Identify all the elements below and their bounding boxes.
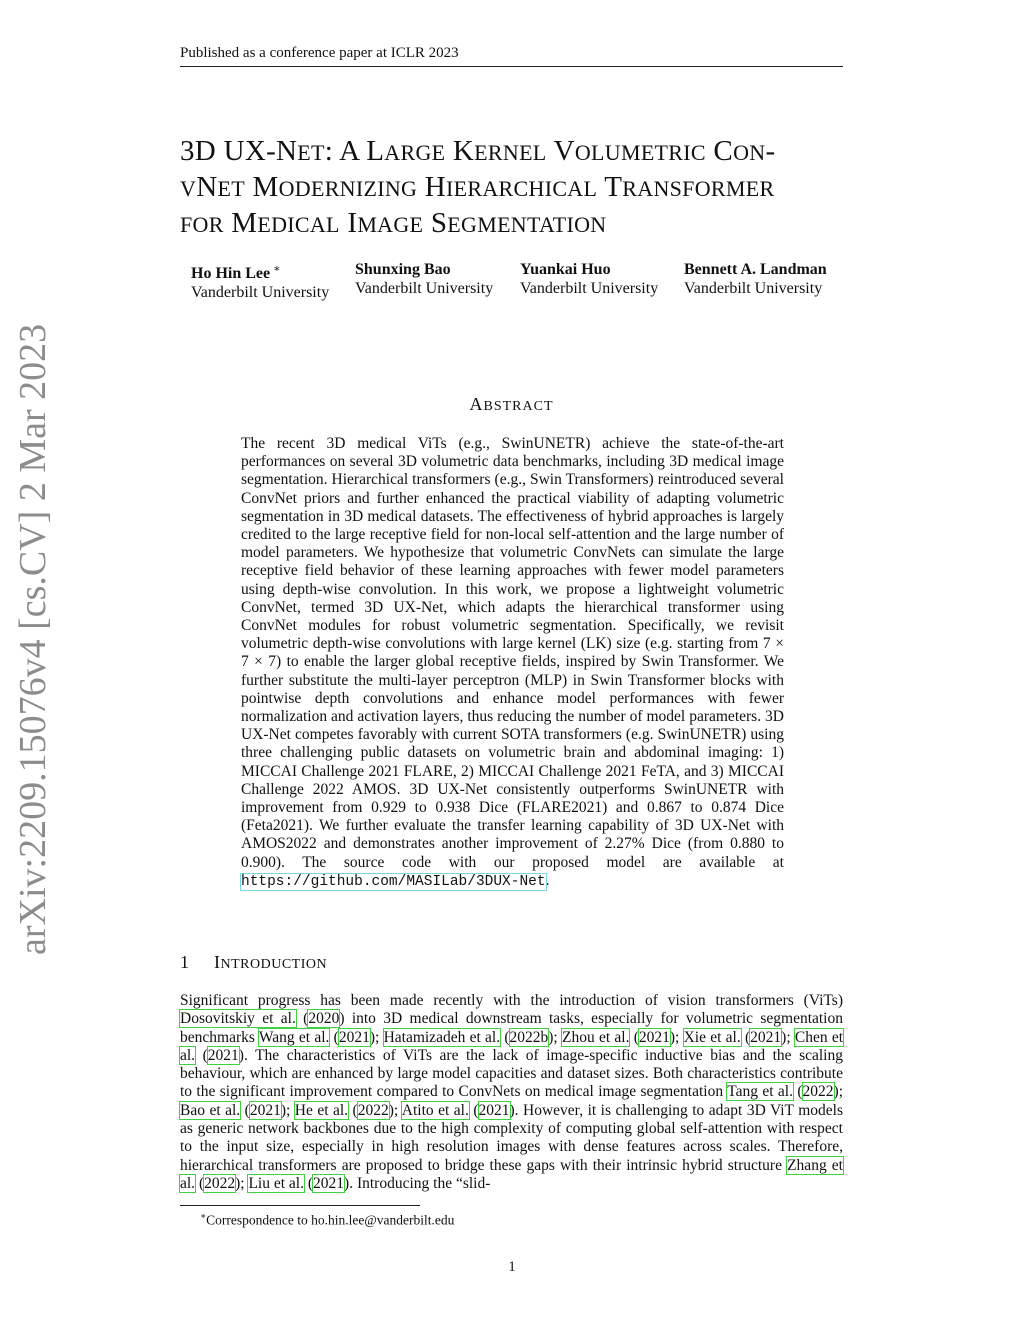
author-4 [684, 260, 827, 298]
citation-link[interactable]: Hatamizadeh et al. [383, 1028, 501, 1046]
author-affiliation: Vanderbilt University [355, 280, 494, 297]
citation-year-link[interactable]: 2021 [750, 1028, 782, 1046]
citation-year-link[interactable]: 2021 [207, 1046, 239, 1064]
citation-year-link[interactable]: 2021 [249, 1101, 281, 1119]
citation-link[interactable]: Chen et al. [180, 1028, 844, 1064]
author-name: Shunxing Bao [355, 261, 451, 278]
citation-year-link[interactable]: 2020 [308, 1010, 340, 1028]
author-3 [520, 260, 658, 298]
citation-year-link[interactable]: 2021 [638, 1028, 670, 1046]
citation-link[interactable]: He et al. [294, 1101, 349, 1119]
citation-year-link[interactable]: 2022b [509, 1028, 549, 1046]
author-1 [191, 260, 329, 302]
arxiv-identifier: arXiv:2209.15076v4 [cs.CV] 2 Mar 2023 [12, 323, 54, 955]
introduction-paragraph: Significant progress has been made recently with the introduction of vision transformers (ViTs) Dosovitskiy et al. (2020) into 3D medical downstream tasks, especially for volumetric segmentation benchmarks Wang et al. (2021); Hatamizadeh et al. (2022b); Zhou et al. (2021); Xie et al. (2021); Chen et al. (2021). The characteristics of ViTs are the lack of image-specific inductive bias and the scaling behaviour, which are enhanced by large model capacities and dataset sizes. Both characteristics contribute to the significant improvement compared to ConvNets on medical image segmentation Tang et al. (2022); Bao et al. (2021); He et al. (2022); Atito et al. (2021). However, it is challenging to adapt 3D ViT models as generic network backbones due to the high complexity of computing global self-attention with respect to the input size, especially in high resolution images with dense features across scales. Therefore, hierarchical transformers are proposed to bridge these gaps with their intrinsic hybrid structure Zhang et al. (2022); Liu et al. (2021). Introducing the “slid- [180, 992, 844, 1192]
abstract-heading: ABSTRACT [469, 394, 554, 414]
venue-text: Published as a conference paper at ICLR 2023 [180, 45, 459, 61]
citation-link[interactable]: Zhou et al. [561, 1028, 630, 1046]
author-name: Ho Hin Lee [191, 265, 271, 282]
author-block [191, 260, 851, 304]
section-heading-introduction: 1 INTRODUCTION [180, 952, 328, 972]
footnote-text: Correspondence to ho.hin.lee@vanderbilt.edu [206, 1212, 455, 1228]
author-name: Bennett A. Landman [684, 261, 827, 278]
abstract-paragraph: The recent 3D medical ViTs (e.g., SwinUNETR) achieve the state-of-the-art performances on several 3D volumetric data benchmarks, including 3D medical image segmentation. Hierarchical transformers (e.g., Swin Transformers) reintroduced several ConvNet priors and further enhanced the practical viability of adapting volumetric segmentation in 3D medical datasets. The effectiveness of hybrid approaches is largely credited to the large receptive field for non-local self-attention and the large number of model parameters. We hypothesize that volumetric ConvNets can simulate the large receptive field behavior of these learning approaches with fewer model parameters using depth-wise convolution. In this work, we propose a lightweight volumetric ConvNet, termed 3D UX-Net, which adapts the hierarchical transformer using ConvNet modules for robust volumetric segmentation. Specifically, we revisit volumetric depth-wise convolutions with large kernel (LK) size (e.g. starting from 7 × 7 × 7) to enable the larger global receptive fields, inspired by Swin Transformer. We further substitute the multi-layer perceptron (MLP) in Swin Transformer blocks with pointwise depth convolutions and enhance model performances with fewer normalization and activation layers, thus reducing the number of model parameters. 3D UX-Net competes favorably with current SOTA transformers (e.g. SwinUNETR) using three challenging public datasets on volumetric brain and abdominal imaging: 1) MICCAI Challenge 2021 FLARE, 2) MICCAI Challenge 2021 FeTA, and 3) MICCAI Challenge 2022 AMOS. 3D UX-Net consistently outperforms SwinUNETR with improvement from 0.929 to 0.938 Dice (FLARE2021) and 0.867 to 0.874 Dice (Feta2021). We further evaluate the transfer learning capability of 3D UX-Net with AMOS2022 and demonstrates another improvement of 2.27% Dice (from 0.880 to 0.900). The source code with our proposed model are available at [241, 435, 784, 871]
abstract-text: The recent 3D medical ViTs (e.g., SwinUNETR) achieve the state-of-the-art performances on several 3D volumetric data benchmarks, including 3D medical image segmentation. Hierarchical transformers (e.g., Swin Transformers) reintroduced several ConvNet priors and further enhanced the practical viability of adapting volumetric segmentation in 3D medical datasets. The effectiveness of hybrid approaches is largely credited to the large receptive field for non-local self-attention and the large number of model parameters. We hypothesize that volumetric ConvNets can simulate the large receptive field behavior of these learning approaches with fewer model parameters using depth-wise convolution. In this work, we propose a lightweight volumetric ConvNet, termed 3D UX-Net, which adapts the hierarchical transformer using ConvNet modules for robust volumetric segmentation. Specifically, we revisit volumetric depth-wise convolutions with large kernel (LK) size (e.g. starting from 7 × 7 × 7) to enable the larger global receptive fields, inspired by Swin Transformer. We further substitute the multi-layer perceptron (MLP) in Swin Transformer blocks with pointwise depth convolutions and enhance model performances with fewer normalization and activation layers, thus reducing the number of model parameters. 3D UX-Net competes favorably with current SOTA transformers (e.g. SwinUNETR) using three challenging public datasets on volumetric brain and abdominal imaging: 1) MICCAI Challenge 2021 FLARE, 2) MICCAI Challenge 2021 FeTA, and 3) MICCAI Challenge 2022 AMOS. 3D UX-Net consistently outperforms SwinUNETR with improvement from 0.929 to 0.938 Dice (FLARE2021) and 0.867 to 0.874 Dice (Feta2021). We further evaluate the transfer learning capability of 3D UX-Net with AMOS2022 and demonstrates another improvement of 2.27% Dice (from 0.880 to 0.900). The source code with our proposed model are available at https://github.com/MASILab/3DUX-Net. [241, 435, 784, 890]
citation-year-link[interactable]: 2021 [313, 1174, 345, 1192]
footnote-rule [180, 1205, 420, 1206]
citation-link[interactable]: Bao et al. [180, 1101, 241, 1119]
github-link[interactable]: https://github.com/MASILab/3DUX-Net [241, 873, 546, 890]
section-number: 1 [180, 952, 190, 972]
author-affiliation: Vanderbilt University [191, 284, 330, 301]
footnote [200, 1208, 820, 1229]
author-affiliation: Vanderbilt University [520, 280, 659, 297]
author-affiliation: Vanderbilt University [684, 280, 823, 297]
author-2 [355, 260, 493, 298]
page-number: 1 [508, 1259, 516, 1275]
citation-year-link[interactable]: 2022 [357, 1101, 389, 1119]
citation-link[interactable]: Tang et al. [727, 1083, 793, 1101]
citation-year-link[interactable]: 2021 [338, 1028, 370, 1046]
citation-link[interactable]: Wang et al. [258, 1028, 330, 1046]
citation-year-link[interactable]: 2022 [802, 1083, 834, 1101]
paper-title [180, 134, 860, 242]
citation-link[interactable]: Xie et al. [683, 1028, 741, 1046]
citation-link[interactable]: Liu et al. [248, 1174, 304, 1192]
running-header [180, 44, 843, 67]
title-line-3: FOR MEDICAL IMAGE SEGMENTATION [180, 207, 607, 239]
author-footnote-mark: ∗ [273, 263, 281, 275]
citation-year-link[interactable]: 2021 [478, 1101, 510, 1119]
title-line-2: VNET MODERNIZING HIERARCHICAL TRANSFORMER [180, 171, 775, 203]
footnote-mark: ∗ [200, 1211, 207, 1221]
citation-link[interactable]: Atito et al. [401, 1101, 469, 1119]
citation-year-link[interactable]: 2022 [204, 1174, 236, 1192]
title-line-1: 3D UX-NET: A LARGE KERNEL VOLUMETRIC CON- [180, 135, 776, 167]
citation-link[interactable]: Dosovitskiy et al. [180, 1010, 296, 1028]
citation-link[interactable]: Zhang et al. [180, 1156, 843, 1192]
author-name: Yuankai Huo [520, 261, 611, 278]
